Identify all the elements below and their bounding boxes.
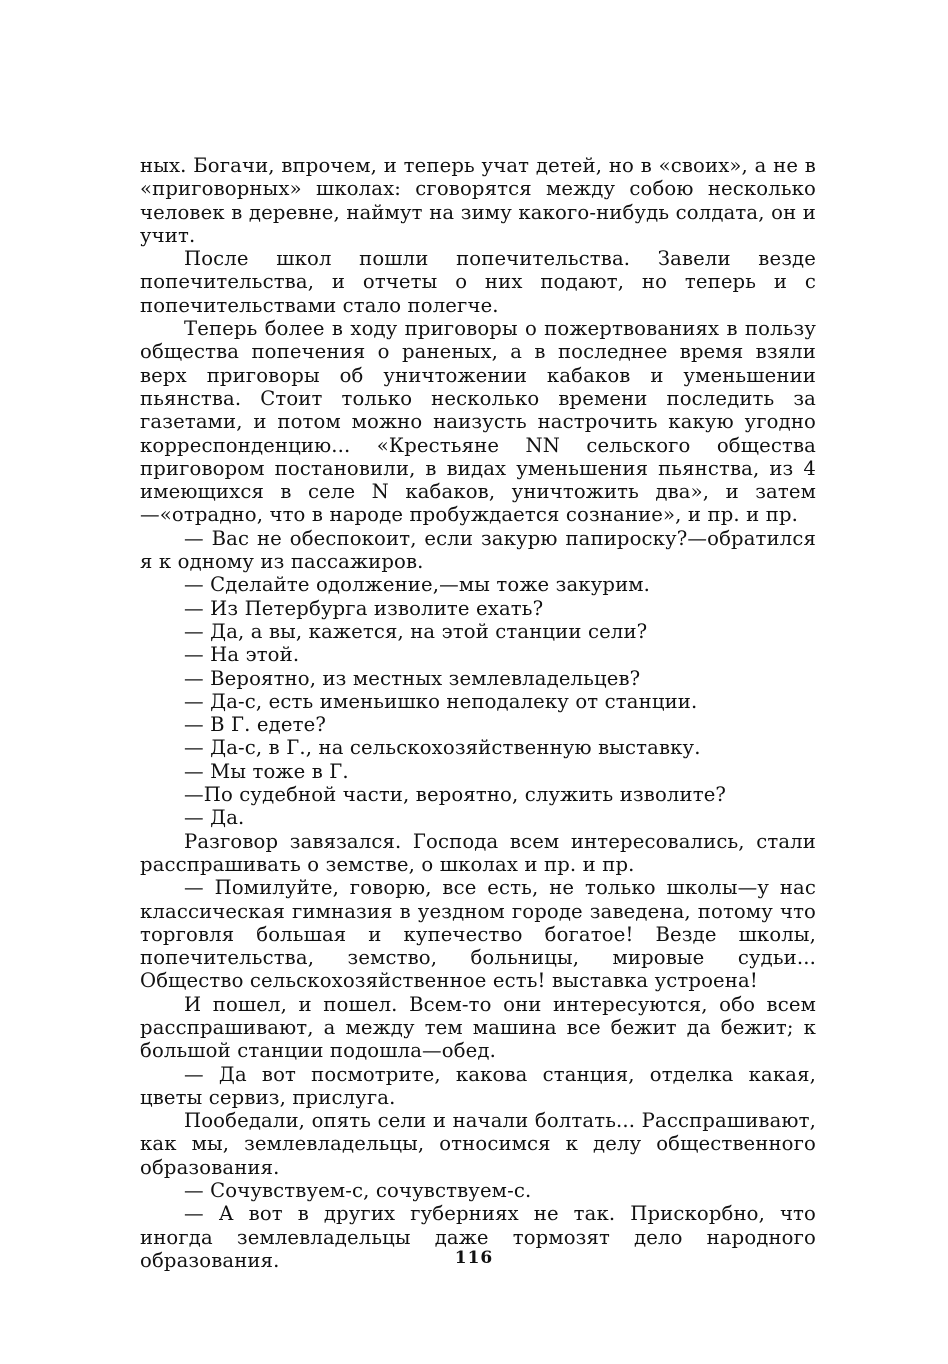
- dialogue-line: — Вероятно, из местных землевладельцев?: [184, 666, 641, 690]
- page-number: 116: [454, 1248, 494, 1268]
- dialogue-line: — На этой.: [184, 643, 300, 667]
- dialogue-line: — Да.: [184, 806, 245, 830]
- dialogue-line: — Да-с, в Г., на сельскохозяйственную выставку.: [184, 736, 701, 760]
- dialogue-line: — Сделайте одолжение,—мы тоже закурим.: [184, 573, 651, 597]
- dialogue-line: — Помилуйте, говорю, все есть, не только школы—у нас классическая гимназия в уездном городе заведена, потому что торговля большая и купечество богатое! Везде школы, попечительства, земство, больницы, мировые судьи... Общество сельскохозяйственное есть! выставка устроена!: [140, 876, 816, 993]
- paragraph: Теперь более в ходу приговоры о пожертвованиях в пользу общества попечения о раненых, а в последнее время взяли верх приговоры об уничтожении кабаков и уменьшении пьянства. Стоит только несколько времени последить за газетами, и потом можно наизусть настрочить какую угодно корреспонденцию... «Крестьяне NN сельского общества приговором постановили, в видах уменьшения пьянства, из 4 имеющихся в селе N кабаков, уничтожить два», и затем—«отрадно, что в народе пробуждается сознание», и пр. и пр.: [140, 317, 816, 527]
- dialogue-line: — Мы тоже в Г.: [184, 759, 349, 783]
- dialogue-line: — Вас не обеспокоит, если закурю папироску?—обратился я к одному из пассажиров.: [140, 526, 816, 574]
- dialogue-line: — Сочувствуем-с, сочувствуем-с.: [184, 1179, 532, 1203]
- dialogue-line: —По судебной части, вероятно, служить изволите?: [184, 783, 727, 807]
- dialogue-line: — В Г. едете?: [184, 713, 327, 737]
- dialogue-line: — Да вот посмотрите, какова станция, отделка какая, цветы сервиз, прислуга.: [140, 1062, 816, 1109]
- paragraph: И пошел, и пошел. Всем-то они интересуются, обо всем расспрашивают, а между тем машина все бежит да бежит; к большой станции подошла—обед.: [140, 992, 816, 1063]
- dialogue-line: — Да-с, есть именьишко неподалеку от станции.: [184, 689, 698, 713]
- dialogue-line: — Да, а вы, кажется, на этой станции сели?: [184, 619, 648, 643]
- paragraph: ных. Богачи, впрочем, и теперь учат детей, но в «своих», а не в «приговорных» школах: сговорятся между собою несколько человек в деревне, наймут на зиму какого-нибудь солдата, он и учит.: [140, 154, 816, 247]
- body-text: [140, 154, 816, 1272]
- paragraph: Пообедали, опять сели и начали болтать... Расспрашивают, как мы, землевладельцы, относимся к делу общественного образования.: [140, 1109, 816, 1179]
- dialogue-line: — Из Петербурга изволите ехать?: [184, 596, 544, 620]
- paragraph: После школ пошли попечительства. Завели везде попечительства, и отчеты о них подают, но теперь и с попечительствами стало полегче.: [140, 247, 816, 317]
- paragraph: Разговор завязался. Господа всем интересовались, стали расспрашивать о земстве, о школах и пр. и пр.: [140, 829, 816, 876]
- dialogue-line: — А вот в других губерниях не так. Прискорбно, что иногда землевладельцы даже тормозят дело народного образования.: [140, 1202, 816, 1272]
